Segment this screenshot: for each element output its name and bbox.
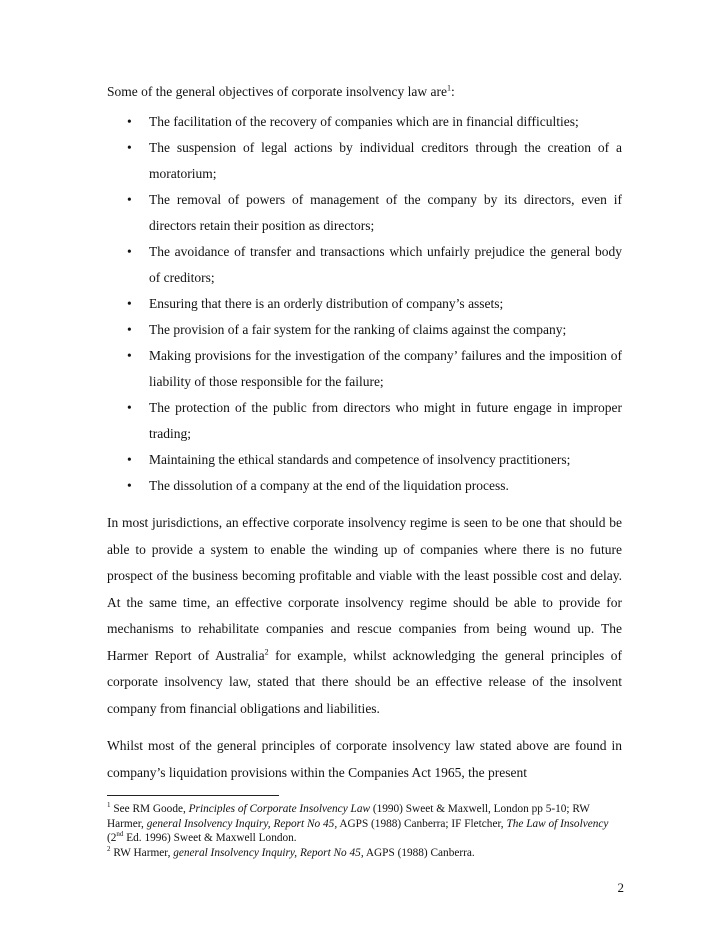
list-item	[107, 343, 622, 395]
footnote-text: See RM Goode,	[110, 803, 189, 815]
list-item	[107, 447, 622, 473]
list-item-text: The avoidance of transfer and transactions which unfairly prejudice the general body of creditors;	[149, 244, 622, 285]
intro-line	[107, 82, 622, 102]
list-item	[107, 135, 622, 187]
objectives-list	[107, 109, 622, 499]
footnote-text: (2	[107, 832, 117, 844]
footnote-text: Ed. 1996) Sweet & Maxwell London.	[123, 832, 297, 844]
bullet-icon: •	[127, 400, 132, 415]
bullet-icon: •	[127, 140, 132, 155]
footnote-2	[107, 846, 627, 861]
bullet-icon: •	[127, 478, 132, 493]
bullet-icon: •	[127, 296, 132, 311]
list-item-text: The protection of the public from directors who might in future engage in improper trading;	[149, 400, 622, 441]
bullet-icon: •	[127, 348, 132, 363]
list-item-text: Making provisions for the investigation of the company’ failures and the imposition of liability of those responsible for the failure;	[149, 348, 622, 389]
bullet-icon: •	[127, 244, 132, 259]
list-item	[107, 187, 622, 239]
bullet-icon: •	[127, 322, 132, 337]
page-number: 2	[617, 880, 624, 895]
footnote-text: AGPS (1988) Canberra.	[363, 847, 475, 859]
bullet-icon: •	[127, 192, 132, 207]
list-item-text: The removal of powers of management of the company by its directors, even if directors retain their position as directors;	[149, 192, 622, 233]
footnote-separator	[107, 795, 279, 796]
list-item-text: The facilitation of the recovery of companies which are in financial difficulties;	[149, 114, 579, 129]
list-item	[107, 239, 622, 291]
list-item	[107, 291, 622, 317]
footnote-ref-1[interactable]: 1	[447, 83, 451, 93]
list-item-text: Maintaining the ethical standards and competence of insolvency practitioners;	[149, 452, 571, 467]
footnote-title: The Law of Insolvency	[506, 817, 609, 830]
paragraph-text-continued: for example, whilst acknowledging the general principles of corporate insolvency law, stated that there should be an effective release of the insolvent company from financial obligations and liabilities.	[107, 647, 622, 716]
list-item-text: Ensuring that there is an orderly distribution of company’s assets;	[149, 296, 504, 311]
body-paragraph-jurisdictions	[107, 510, 622, 722]
footnote-text: RW Harmer,	[110, 847, 174, 859]
footnote-text: AGPS (1988) Canberra; IF Fletcher,	[337, 817, 507, 830]
list-item-text: The provision of a fair system for the ranking of claims against the company;	[149, 322, 567, 337]
list-item-text: The dissolution of a company at the end of the liquidation process.	[149, 478, 509, 493]
list-item	[107, 395, 622, 447]
footnote-title: general Insolvency Inquiry, Report No 45,	[146, 817, 338, 830]
list-item-text: The suspension of legal actions by individual creditors through the creation of a moratorium;	[149, 140, 622, 181]
bullet-icon: •	[127, 114, 132, 129]
list-item	[107, 317, 622, 343]
footnote-title: general Insolvency Inquiry, Report No 45,	[173, 847, 364, 859]
footnote-number: 1	[107, 801, 111, 810]
bullet-icon: •	[127, 452, 132, 467]
footnote-ref-2[interactable]: 2	[264, 647, 269, 656]
edition-suffix: nd	[116, 830, 124, 839]
footnote-text: (1990) Sweet & Maxwell, London pp 5-10; RW Harmer,	[107, 803, 590, 830]
intro-tail: :	[451, 84, 455, 99]
footnote-number: 2	[107, 845, 111, 854]
list-item	[107, 473, 622, 499]
footnote-1	[107, 802, 627, 846]
footnote-title: Principles of Corporate Insolvency Law	[188, 803, 370, 815]
intro-text: Some of the general objectives of corporate insolvency law are	[107, 84, 447, 99]
list-item	[107, 109, 622, 135]
paragraph-text: In most jurisdictions, an effective corporate insolvency regime is seen to be one that should be able to provide a system to enable the winding up of companies where there is no future prospect of the business becoming profitable and viable with the least possible cost and delay. At the same time, an effective corporate insolvency regime should be able to provide for mechanisms to rehabilitate companies and rescue companies from being wound up. The Harmer Report of Australia	[107, 515, 622, 663]
body-paragraph-liquidation: Whilst most of the general principles of corporate insolvency law stated above are found in company’s liquidation provisions within the Companies Act 1965, the present	[107, 738, 622, 780]
